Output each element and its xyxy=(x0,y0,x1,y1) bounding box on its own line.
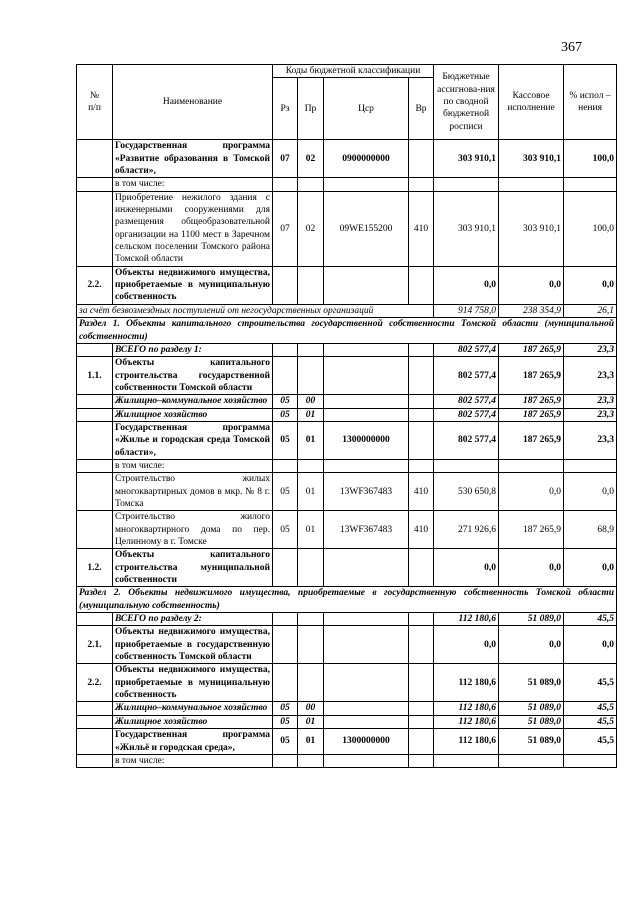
table-row xyxy=(77,664,617,702)
row-name: Государственная программа «Развитие образования в Томской области», xyxy=(113,140,273,178)
row-csr xyxy=(324,343,409,356)
row-pct: 100,0 xyxy=(564,140,617,178)
row-vr xyxy=(409,357,434,395)
table-row xyxy=(77,626,617,664)
row-cash: 0,0 xyxy=(499,549,564,587)
header-pr: Пр xyxy=(298,78,324,140)
funding-source-row xyxy=(77,304,617,317)
row-rz xyxy=(273,357,298,395)
row-pr xyxy=(298,459,324,472)
row-vr xyxy=(409,715,434,728)
row-cash: 51 089,0 xyxy=(499,729,564,755)
row-rz xyxy=(273,266,298,304)
section-title: Раздел 2. Объекты недвижимого имущества, приобретаемые в государственную собственность Томской области (муниципальную собственность) xyxy=(77,587,617,613)
row-vr xyxy=(409,664,434,702)
row-name: Объекты недвижимого имущества, приобретаемые в муниципальную собственность xyxy=(113,266,273,304)
row-name: Жилищно–коммунальное хозяйство xyxy=(113,395,273,408)
row-budget: 802 577,4 xyxy=(434,343,499,356)
table-row xyxy=(77,140,617,178)
row-vr: 410 xyxy=(409,191,434,266)
row-num xyxy=(77,702,113,715)
row-rz: 05 xyxy=(273,473,298,511)
row-vr xyxy=(409,140,434,178)
row-pr: 00 xyxy=(298,395,324,408)
row-pr: 02 xyxy=(298,140,324,178)
row-budget: 303 910,1 xyxy=(434,191,499,266)
row-pct: 100,0 xyxy=(564,191,617,266)
row-csr: 13WF367483 xyxy=(324,473,409,511)
row-pr: 01 xyxy=(298,408,324,421)
row-budget: 0,0 xyxy=(434,549,499,587)
row-pr: 00 xyxy=(298,702,324,715)
row-csr xyxy=(324,664,409,702)
row-pr: 01 xyxy=(298,511,324,549)
row-cash: 187 265,9 xyxy=(499,343,564,356)
row-pct: 23,3 xyxy=(564,357,617,395)
row-pct xyxy=(564,459,617,472)
table-row xyxy=(77,178,617,191)
header-budget: Бюджетные ассигнова-ния по сводной бюджетной росписи xyxy=(434,65,499,140)
row-budget: 112 180,6 xyxy=(434,664,499,702)
table-row xyxy=(77,191,617,266)
row-num xyxy=(77,511,113,549)
row-csr: 1300000000 xyxy=(324,729,409,755)
row-num xyxy=(77,754,113,767)
table-row xyxy=(77,613,617,626)
header-codes: Коды бюджетной классификации xyxy=(273,65,434,78)
row-cash xyxy=(499,754,564,767)
row-pct: 0,0 xyxy=(564,626,617,664)
row-rz: 05 xyxy=(273,408,298,421)
row-vr: 410 xyxy=(409,473,434,511)
row-rz xyxy=(273,664,298,702)
row-cash: 187 265,9 xyxy=(499,421,564,459)
row-pr: 01 xyxy=(298,729,324,755)
row-csr xyxy=(324,549,409,587)
row-rz: 05 xyxy=(273,715,298,728)
row-csr xyxy=(324,754,409,767)
row-pct: 45,5 xyxy=(564,715,617,728)
row-name: в том числе: xyxy=(113,754,273,767)
row-name: ВСЕГО по разделу 2: xyxy=(113,613,273,626)
budget-table xyxy=(76,64,617,768)
row-pr xyxy=(298,266,324,304)
row-cash: 187 265,9 xyxy=(499,511,564,549)
row-pct xyxy=(564,178,617,191)
row-budget: 802 577,4 xyxy=(434,357,499,395)
row-pr: 02 xyxy=(298,191,324,266)
row-cash: 51 089,0 xyxy=(499,702,564,715)
row-rz xyxy=(273,626,298,664)
row-csr xyxy=(324,702,409,715)
row-vr xyxy=(409,702,434,715)
row-budget: 112 180,6 xyxy=(434,729,499,755)
row-cash: 51 089,0 xyxy=(499,664,564,702)
row-budget: 802 577,4 xyxy=(434,421,499,459)
funding-source-label: за счёт безвозмездных поступлений от негосударственных организаций xyxy=(77,304,434,317)
table-row xyxy=(77,343,617,356)
row-csr xyxy=(324,459,409,472)
row-vr xyxy=(409,266,434,304)
header-rz: Рз xyxy=(273,78,298,140)
row-budget: 112 180,6 xyxy=(434,613,499,626)
row-num xyxy=(77,613,113,626)
row-pr xyxy=(298,549,324,587)
row-pct: 23,3 xyxy=(564,421,617,459)
row-rz: 05 xyxy=(273,729,298,755)
row-budget: 0,0 xyxy=(434,626,499,664)
row-pct: 68,9 xyxy=(564,511,617,549)
row-vr xyxy=(409,459,434,472)
row-budget xyxy=(434,754,499,767)
row-name: Объекты недвижимого имущества, приобретаемые в государственную собственность Томской области xyxy=(113,626,273,664)
funding-source-budget: 914 758,0 xyxy=(434,304,499,317)
row-pct: 45,5 xyxy=(564,613,617,626)
row-budget: 802 577,4 xyxy=(434,408,499,421)
header-cash: Кассовое исполнение xyxy=(499,65,564,140)
row-rz: 05 xyxy=(273,395,298,408)
row-name: Объекты капитального строительства муниципальной собственности xyxy=(113,549,273,587)
row-pr: 01 xyxy=(298,473,324,511)
header-pct: % испол – нения xyxy=(564,65,617,140)
table-row xyxy=(77,473,617,511)
row-num xyxy=(77,140,113,178)
row-rz: 05 xyxy=(273,511,298,549)
row-name: ВСЕГО по разделу 1: xyxy=(113,343,273,356)
row-pct: 23,3 xyxy=(564,408,617,421)
row-pct: 45,5 xyxy=(564,664,617,702)
row-cash: 187 265,9 xyxy=(499,357,564,395)
row-num xyxy=(77,395,113,408)
row-pct: 23,3 xyxy=(564,343,617,356)
row-name: Строительство жилого многоквартирного дома по пер. Целинному в г. Томске xyxy=(113,511,273,549)
row-pr xyxy=(298,178,324,191)
row-vr xyxy=(409,395,434,408)
row-name: Объекты недвижимого имущества, приобретаемые в муниципальную собственность xyxy=(113,664,273,702)
row-name: Государственная программа «Жильё и городская среда», xyxy=(113,729,273,755)
page-number: 367 xyxy=(561,40,582,55)
row-csr xyxy=(324,178,409,191)
table-row xyxy=(77,408,617,421)
row-cash: 51 089,0 xyxy=(499,715,564,728)
row-pct xyxy=(564,754,617,767)
row-num xyxy=(77,473,113,511)
row-rz: 05 xyxy=(273,702,298,715)
row-rz: 07 xyxy=(273,191,298,266)
row-budget: 271 926,6 xyxy=(434,511,499,549)
row-pr: 01 xyxy=(298,715,324,728)
header-csr: Цср xyxy=(324,78,409,140)
row-num: 1.2. xyxy=(77,549,113,587)
row-num: 2.2. xyxy=(77,266,113,304)
row-budget: 112 180,6 xyxy=(434,715,499,728)
row-vr xyxy=(409,754,434,767)
row-csr: 13WF367483 xyxy=(324,511,409,549)
row-name: Жилищно–коммунальное хозяйство xyxy=(113,702,273,715)
row-csr xyxy=(324,395,409,408)
row-num: 2.1. xyxy=(77,626,113,664)
table-row xyxy=(77,459,617,472)
row-vr: 410 xyxy=(409,511,434,549)
table-row xyxy=(77,357,617,395)
row-pct: 0,0 xyxy=(564,473,617,511)
row-num xyxy=(77,715,113,728)
row-pct: 45,5 xyxy=(564,729,617,755)
row-cash: 187 265,9 xyxy=(499,395,564,408)
row-cash: 51 089,0 xyxy=(499,613,564,626)
row-budget: 802 577,4 xyxy=(434,395,499,408)
header-name: Наименование xyxy=(113,65,273,140)
row-num xyxy=(77,178,113,191)
table-row xyxy=(77,511,617,549)
row-num: 1.1. xyxy=(77,357,113,395)
row-rz: 07 xyxy=(273,140,298,178)
row-csr xyxy=(324,266,409,304)
row-vr xyxy=(409,408,434,421)
row-name: Государственная программа «Жилье и городская среда Томской области», xyxy=(113,421,273,459)
row-rz xyxy=(273,754,298,767)
table-row xyxy=(77,549,617,587)
row-cash xyxy=(499,178,564,191)
table-row xyxy=(77,715,617,728)
row-vr xyxy=(409,626,434,664)
row-pr xyxy=(298,664,324,702)
row-csr xyxy=(324,626,409,664)
header-vr: Вр xyxy=(409,78,434,140)
row-num: 2.2. xyxy=(77,664,113,702)
row-budget xyxy=(434,459,499,472)
table-row xyxy=(77,702,617,715)
row-cash: 0,0 xyxy=(499,266,564,304)
row-budget: 530 650,8 xyxy=(434,473,499,511)
row-num xyxy=(77,729,113,755)
row-csr xyxy=(324,408,409,421)
table-row xyxy=(77,266,617,304)
row-name: Приобретение нежилого здания с инженерными сооружениями для размещения общеобразовательной организации на 1100 мест в Заречном сельском поселении Томского района Томской области xyxy=(113,191,273,266)
row-name: Строительство жилых многоквартирных домов в мкр. № 8 г. Томска xyxy=(113,473,273,511)
row-rz: 05 xyxy=(273,421,298,459)
row-cash: 303 910,1 xyxy=(499,191,564,266)
row-csr xyxy=(324,715,409,728)
row-vr xyxy=(409,343,434,356)
row-name: Жилищное хозяйство xyxy=(113,715,273,728)
row-num xyxy=(77,191,113,266)
row-vr xyxy=(409,729,434,755)
row-csr: 09WE155200 xyxy=(324,191,409,266)
row-csr xyxy=(324,357,409,395)
row-num xyxy=(77,421,113,459)
table-row xyxy=(77,754,617,767)
row-num xyxy=(77,459,113,472)
table-row xyxy=(77,729,617,755)
row-pr: 01 xyxy=(298,421,324,459)
row-pr xyxy=(298,343,324,356)
row-pct: 23,3 xyxy=(564,395,617,408)
row-vr xyxy=(409,613,434,626)
section-title: Раздел 1. Объекты капитального строительства государственной собственности Томской области (муниципальной собственности) xyxy=(77,318,617,344)
row-vr xyxy=(409,549,434,587)
row-pr xyxy=(298,626,324,664)
row-name: в том числе: xyxy=(113,178,273,191)
row-pct: 0,0 xyxy=(564,266,617,304)
section-row xyxy=(77,587,617,613)
row-rz xyxy=(273,459,298,472)
row-csr: 1300000000 xyxy=(324,421,409,459)
funding-source-pct: 26,1 xyxy=(564,304,617,317)
header-num: № п/п xyxy=(77,65,113,140)
row-csr: 0900000000 xyxy=(324,140,409,178)
row-name: в том числе: xyxy=(113,459,273,472)
row-pct: 0,0 xyxy=(564,549,617,587)
row-cash: 0,0 xyxy=(499,473,564,511)
row-rz xyxy=(273,549,298,587)
row-budget: 112 180,6 xyxy=(434,702,499,715)
section-row xyxy=(77,318,617,344)
row-pr xyxy=(298,754,324,767)
row-vr xyxy=(409,421,434,459)
row-budget xyxy=(434,178,499,191)
row-budget: 303 910,1 xyxy=(434,140,499,178)
row-name: Объекты капитального строительства государственной собственности Томской области xyxy=(113,357,273,395)
row-cash xyxy=(499,459,564,472)
row-pct: 45,5 xyxy=(564,702,617,715)
row-num xyxy=(77,343,113,356)
row-cash: 0,0 xyxy=(499,626,564,664)
row-budget: 0,0 xyxy=(434,266,499,304)
table-row xyxy=(77,395,617,408)
funding-source-cash: 238 354,9 xyxy=(499,304,564,317)
row-csr xyxy=(324,613,409,626)
row-vr xyxy=(409,178,434,191)
row-rz xyxy=(273,178,298,191)
row-pr xyxy=(298,357,324,395)
row-rz xyxy=(273,343,298,356)
row-num xyxy=(77,408,113,421)
row-pr xyxy=(298,613,324,626)
table-row xyxy=(77,421,617,459)
row-cash: 187 265,9 xyxy=(499,408,564,421)
row-name: Жилищное хозяйство xyxy=(113,408,273,421)
row-rz xyxy=(273,613,298,626)
row-cash: 303 910,1 xyxy=(499,140,564,178)
